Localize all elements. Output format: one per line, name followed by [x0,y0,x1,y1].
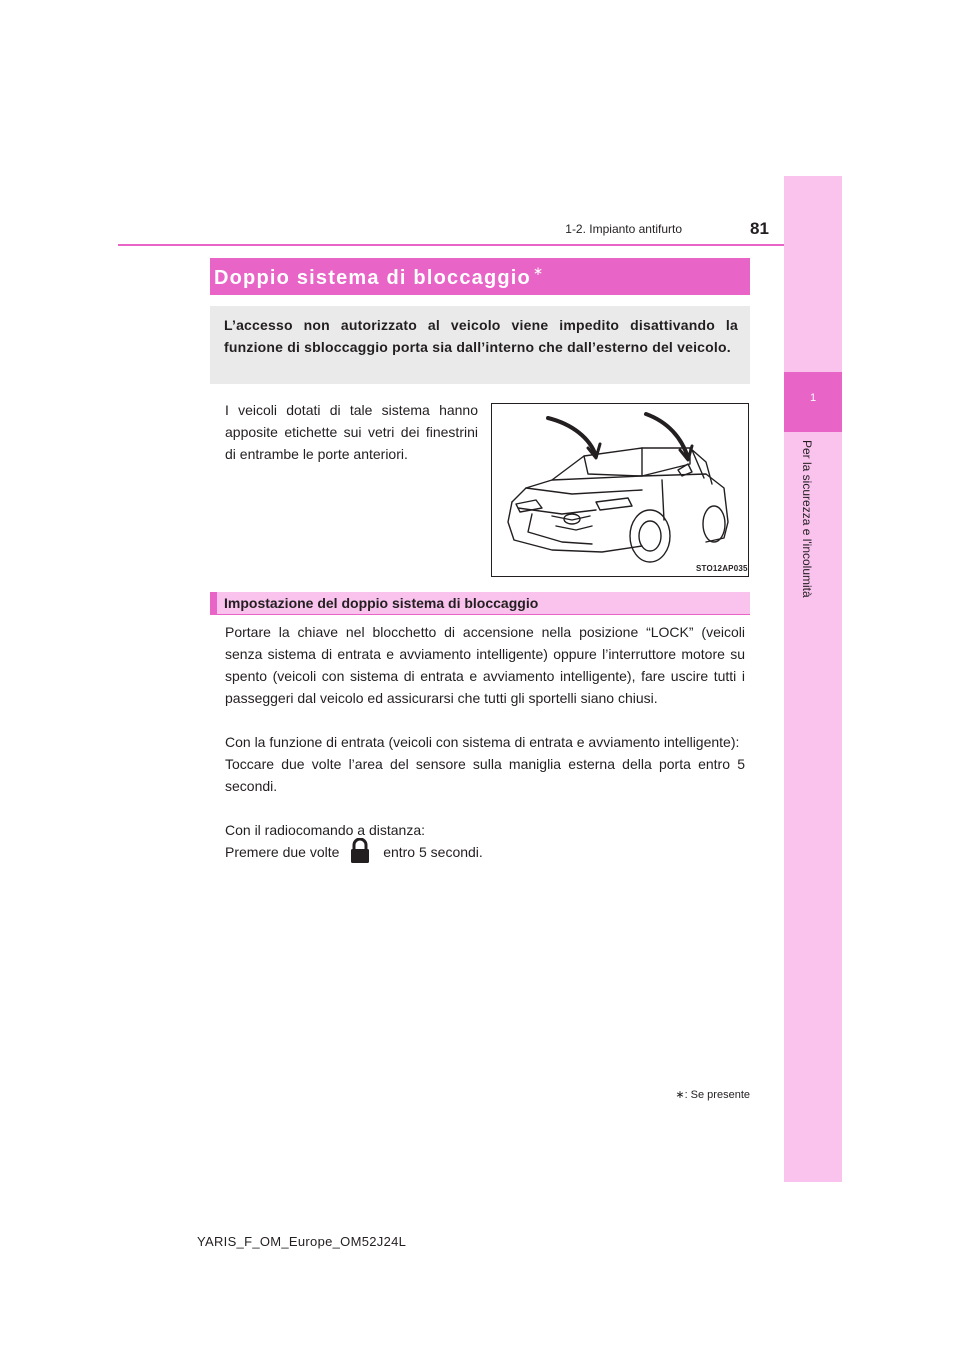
subheading-rule [210,614,750,615]
remote-paragraph [225,819,745,863]
optional-marker: ∗ [532,264,545,278]
remote-line-2 [225,841,745,863]
setting-paragraph: Portare la chiave nel blocchetto di accensione nella posizione “LOCK” (veicoli senza sistema di entrata e avviamento intelligente) oppure l’interruttore motore su spento (veicoli con sistema di entrata e avviamento intelligente), fare uscire tutti i passeggeri dal veicolo ed assicurarsi che tutti gli sportelli siano chiusi. [225,624,745,706]
section-title: 1-2. Impianto antifurto [565,222,682,236]
entry-line-2: Toccare due volte l’area del sensore sulla maniglia esterna della porta entro 5 secondi. [225,756,745,794]
document-code: YARIS_F_OM_Europe_OM52J24L [197,1234,407,1249]
chapter-title: Per la sicurezza e l'incolumità [800,440,814,598]
footnote [600,1088,750,1101]
lock-icon [349,838,371,864]
labels-paragraph: I veicoli dotati di tale sistema hanno apposite etichette sui vetri dei finestrini di entrambe le porte anteriori. [225,402,478,462]
entry-paragraph [225,731,745,797]
lock-button-symbol [343,841,379,863]
footnote-text: : Se presente [684,1089,750,1101]
subheading: Impostazione del doppio sistema di bloccaggio [224,595,539,611]
chapter-number: 1 [809,392,817,404]
car-figure [491,403,749,577]
page-number: 81 [750,219,769,238]
page-title-text: Doppio sistema di bloccaggio [214,267,531,289]
page-title [214,264,544,290]
header-rule [118,244,784,246]
figure-code: STO12AP035 [696,564,748,573]
car-illustration-icon [492,404,748,576]
intro-text: L’accesso non autorizzato al veicolo viene impedito disattivando la funzione di sbloccaggio porta sia dall’interno che dall’esterno del veicolo. [224,317,738,355]
remote-line-2-before: Premere due volte [225,844,340,860]
subheading-accent [210,592,217,614]
remote-line-2-after: entro 5 secondi. [383,844,483,860]
remote-line-1: Con il radiocomando a distanza: [225,822,426,838]
chapter-sidebar [784,176,842,1182]
entry-line-1: Con la funzione di entrata (veicoli con sistema di entrata e avviamento intelligente): [225,734,740,750]
footnote-marker: ∗ [675,1089,685,1101]
chapter-title-vertical [800,440,828,640]
